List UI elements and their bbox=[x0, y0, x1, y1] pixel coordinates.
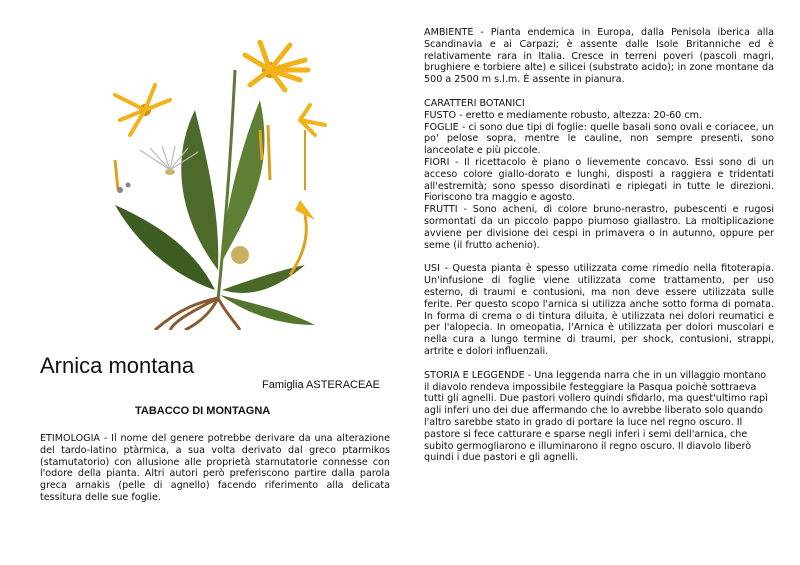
side-flower-icon bbox=[300, 105, 325, 190]
flower-icon bbox=[115, 85, 170, 135]
frutti-paragraph: FRUTTI - Sono acheni, di colore bruno-nerastro, pubescenti e rugosi sormontati da un piccolo pappo piumoso giallastro. La moltiplicazione avviene per divisione dei cespi in primavera o in autunno, oppure per seme (il frutto achenio). bbox=[424, 204, 774, 251]
ambiente-paragraph: AMBIENTE - Pianta endemica in Europa, dalla Penisola iberica alla Scandinavia e ai Carpazi; è assente dalle Isole Britanniche ed è relativamente rara in Italia. Cresce in terreni poveri (pascoli magri, brughiere e torbiere alte) e silicei (substrato acido); in zone montane da 500 a 2500 m s.l.m. È assente in pianura. bbox=[424, 27, 774, 86]
arnica-botanical-illustration bbox=[100, 40, 330, 330]
storia-paragraph: STORIA E LEGGENDE - Una leggenda narra che in un villaggio montano il diavolo rendeva impossibile festeggiare la Pasqua poichè sottraeva tutti gli agnelli. Due pastori vollero quindi sfidarlo, ma quest'ultimo rapì agli inferi uno dei due affermando che lo avrebbe liberato solo quando l'altro sarebbe stato in grado di portare la luce nel regno oscuro. Il pastore si fece catturare e sparse negli inferi i semi dell'arnica, che subito germogliarono e illuminarono il regno oscuro. Il diavolo liberò quindi i due pastori e gli agnelli. bbox=[424, 369, 768, 464]
caratteri-heading: CARATTERI BOTANICI bbox=[424, 97, 525, 109]
page-title: Arnica montana bbox=[40, 353, 195, 378]
usi-paragraph: USI - Questa pianta è spesso utilizzata come rimedio nella fitoterapia. Un'infusione di foglie viene utilizzata come trattamento, per uso esterno, di traumi e contusioni, ma non deve essere utilizzata sulle ferite. Per questo scopo l'arnica si utilizza anche sotto forma di pomata. In forma di crema o di tintura diluita, è utilizzata nei dolori reumatici e per l'alopecia. In omeopatia, l'Arnica è utilizzata per dolori muscolari e nella cura a lungo termine di traumi, per shock, contusioni, strappi, artrite e dolori influenzali. bbox=[424, 263, 774, 357]
fusto-paragraph: FUSTO - eretto e mediamente robusto, altezza: 20-60 cm. bbox=[424, 109, 702, 121]
family-label: Famiglia ASTERACEAE bbox=[262, 379, 380, 391]
description-column bbox=[424, 27, 774, 464]
etimologia-paragraph: ETIMOLOGIA - Il nome del genere potrebbe derivare da una alterazione del tardo-latino ptàrmica, a sua volta derivato dal greco ptarmikos (stamutatorio) con allusione alle proprietà starnutatorie connesse con l'odore della pianta. Altri autori però preferiscono partire dalla parola greca arnakis (pelle di agnello) facendo riferimento alla delicata tessitura delle sue foglie. bbox=[40, 433, 390, 503]
common-name-heading: TABACCO DI MONTAGNA bbox=[135, 405, 271, 417]
flower-head-icon bbox=[245, 42, 308, 90]
fiori-paragraph: FIORI - Il ricettacolo è piano o lievemente concavo. Essi sono di un acceso colore giallo-dorato e lunghi, disposti a raggiera e tridentati all'estremità; sono spesso disordinati e ripiegati in tutte le direzioni. Fioriscono tra maggio e agosto. bbox=[424, 156, 774, 204]
foglie-paragraph: FOGLIE - ci sono due tipi di foglie: quelle basali sono ovali e coriacee, un po' pelose sopra, mentre le cauline, non sempre presenti, sono lanceolate e più piccole. bbox=[424, 121, 774, 157]
